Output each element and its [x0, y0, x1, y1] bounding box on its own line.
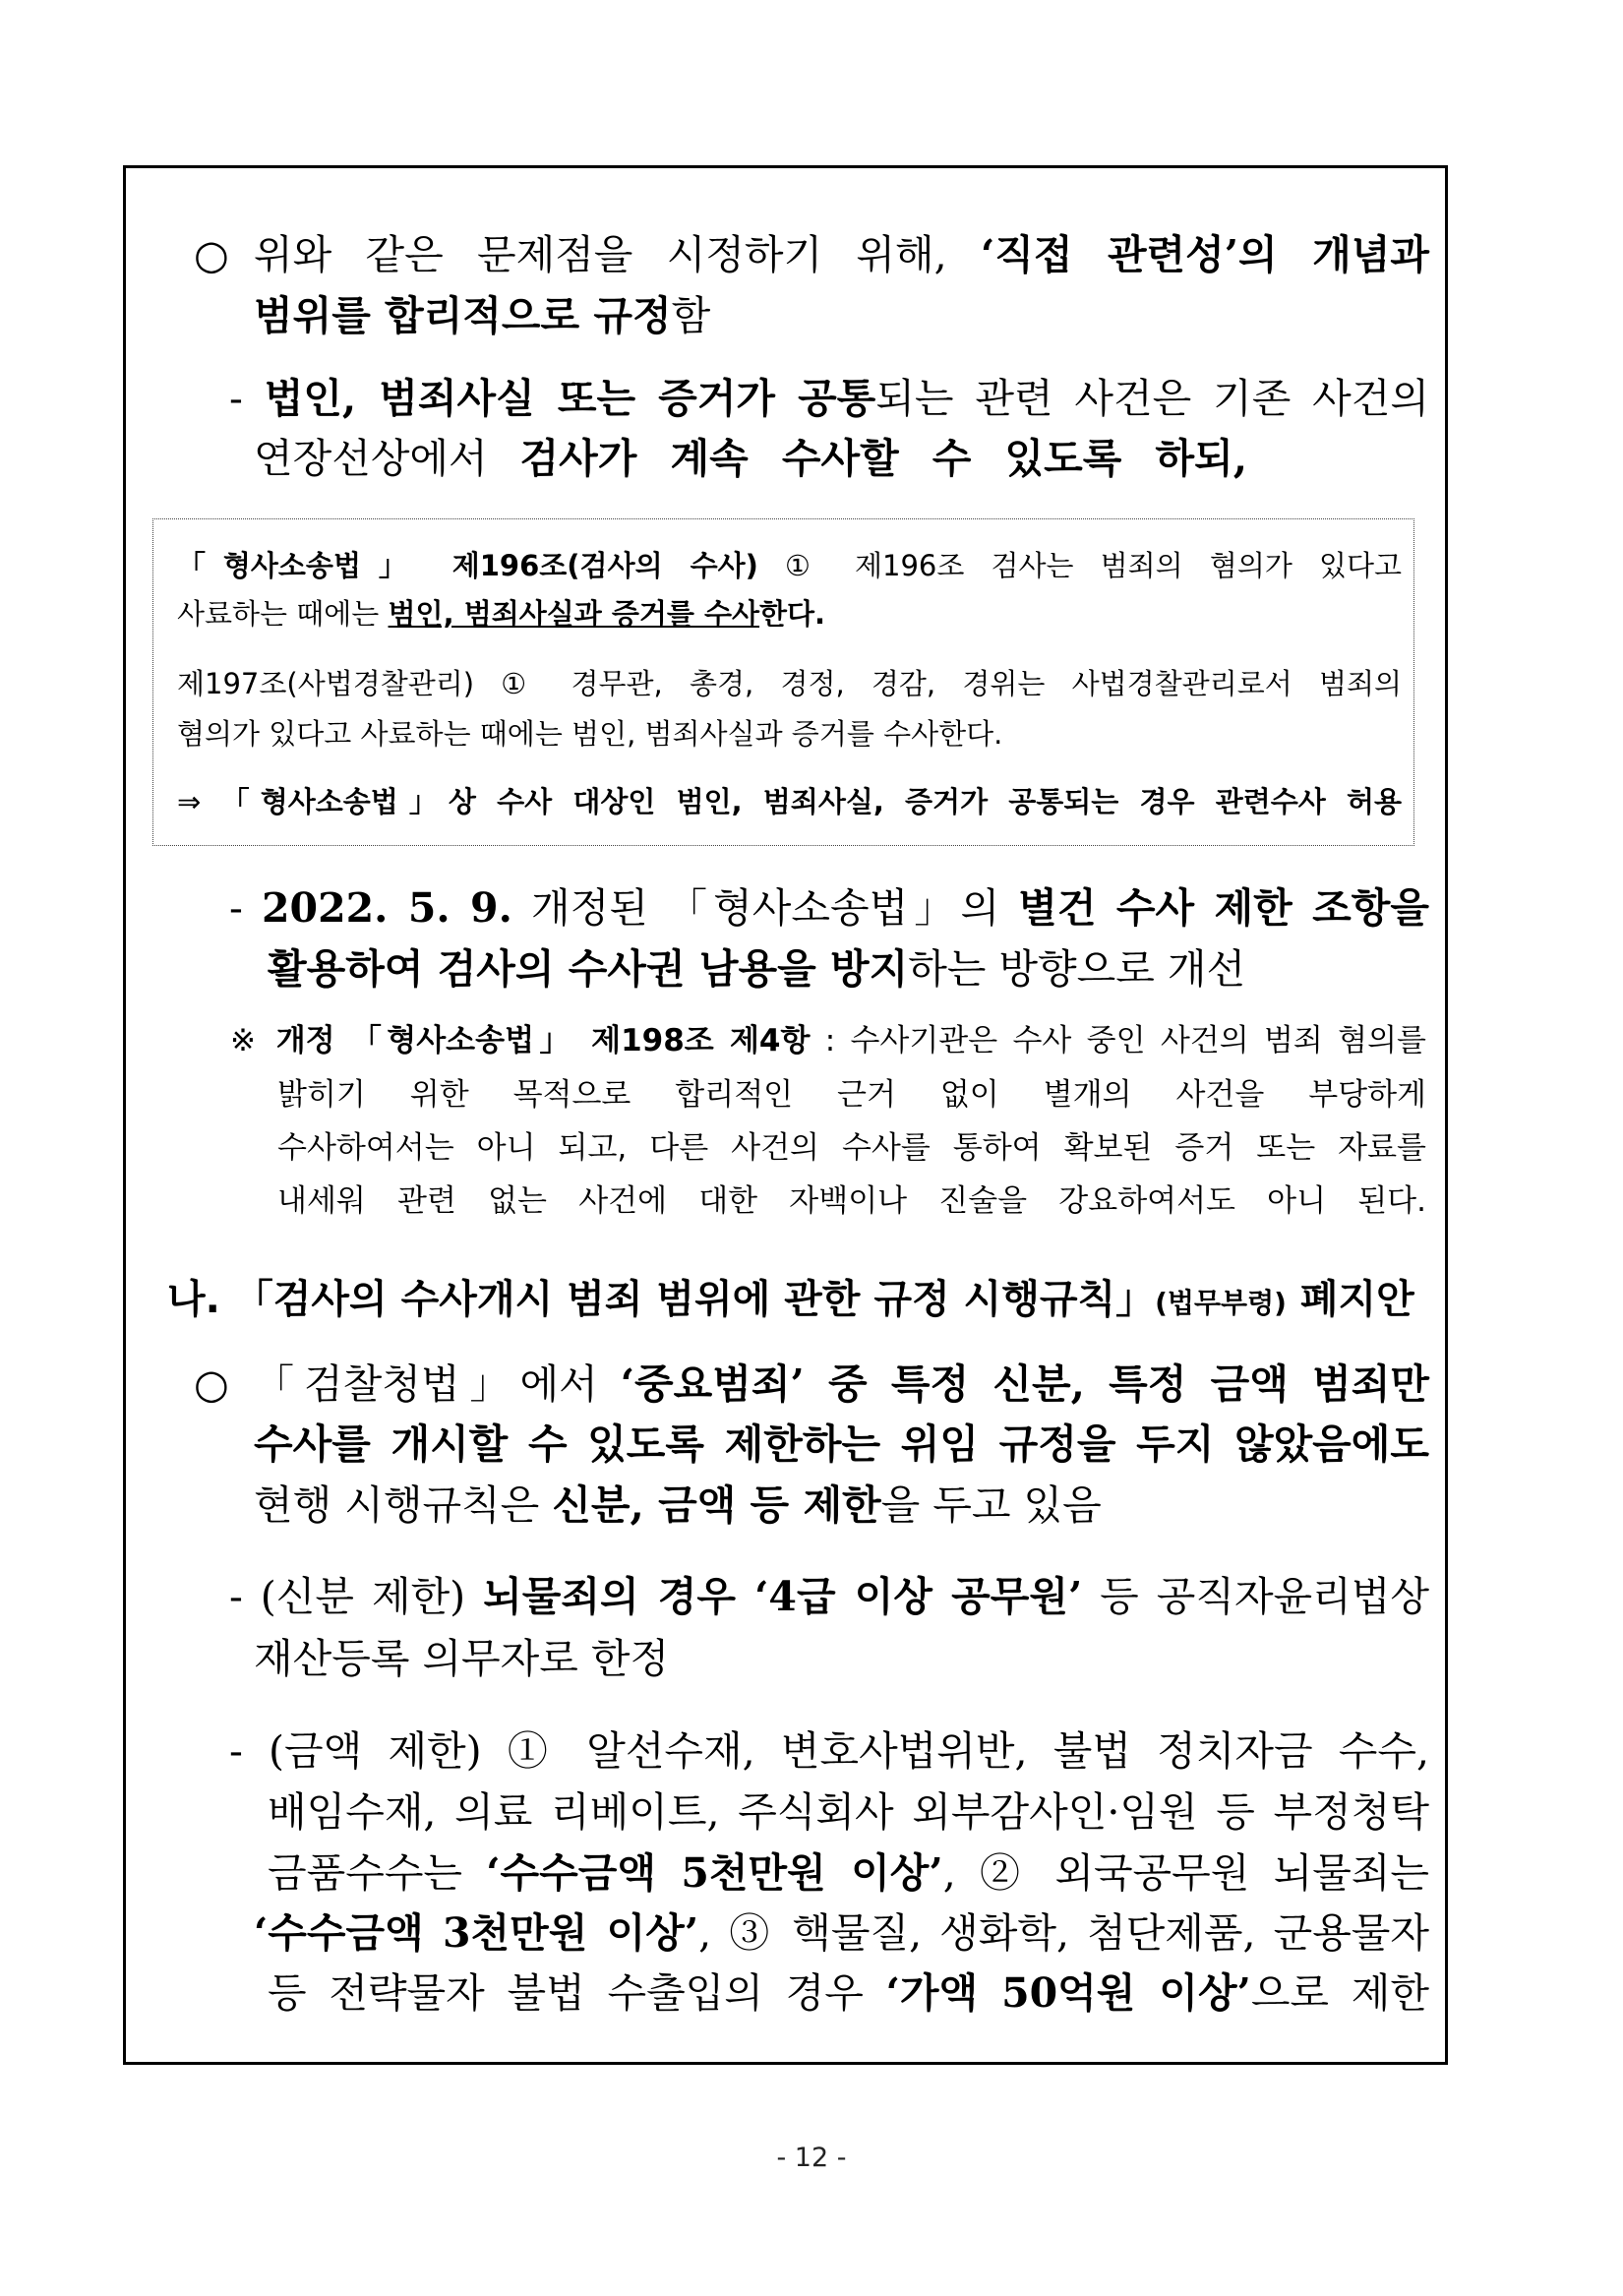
paragraph-line: 수사를 개시할 수 있도록 제한하는 위임 규정을 두지 않았음에도: [254, 1420, 1429, 1468]
page-number: - 12 -: [776, 2143, 847, 2173]
dash-item-line: 활용하여 검사의 수사권 남용을 방지하는 방향으로 개선: [268, 945, 1246, 993]
law-quote-line: 사료하는 때에는 범인, 범죄사실과 증거를 수사한다.: [177, 597, 826, 631]
dash-item-line: 배임수재, 의료 리베이트, 주식회사 외부감사인·임원 등 부정청탁: [268, 1788, 1429, 1836]
bullet-circle: ○: [194, 1360, 229, 1408]
paragraph-line: 위와 같은 문제점을 시정하기 위해, ‘직접 관련성’의 개념과: [254, 231, 1429, 278]
bullet-circle: ○: [194, 231, 229, 278]
section-heading: 나. 「검사의 수사개시 범죄 범위에 관한 규정 시행규칙」(법무부령) 폐지안: [167, 1277, 1414, 1322]
law-quote-line: 「형사소송법」 제196조(검사의 수사) ① 제196조 검사는 범죄의 혐의가 있다고: [177, 549, 1403, 582]
law-summary-line: ⇒ 「형사소송법」상 수사 대상인 범인, 범죄사실, 증거가 공통되는 경우 관련수사 허용: [177, 785, 1402, 818]
dash-item-line: ‘수수금액 3천만원 이상’, ③ 핵물질, 생화학, 첨단제품, 군용물자: [254, 1909, 1430, 1957]
dash-item-line: - (금액 제한) ① 알선수재, 변호사법위반, 불법 정치자금 수수,: [229, 1727, 1429, 1775]
dash-item-line: 금품수수는 ‘수수금액 5천만원 이상’, ② 외국공무원 뇌물죄는: [268, 1849, 1430, 1897]
note-line: 밝히기 위한 목적으로 합리적인 근거 없이 별개의 사건을 부당하게: [277, 1077, 1426, 1113]
note-line: 수사하여서는 아니 되고, 다른 사건의 수사를 통하여 확보된 증거 또는 자료를: [277, 1130, 1426, 1166]
note-line: ※ 개정 「형사소송법」 제198조 제4항 : 수사기관은 수사 중인 사건의 범죄 혐의를: [230, 1023, 1426, 1058]
law-quote-line: 제197조(사법경찰관리) ① 경무관, 총경, 경정, 경감, 경위는 사법경찰관리로서 범죄의: [177, 667, 1402, 700]
dash-item-line: - 법인, 범죄사실 또는 증거가 공통되는 관련 사건은 기존 사건의: [229, 375, 1429, 422]
paragraph-line: 「검찰청법」에서 ‘중요범죄’ 중 특정 신분, 특정 금액 범죄만: [254, 1360, 1429, 1408]
dash-item-line: - (신분 제한) 뇌물죄의 경우 ‘4급 이상 공무원’ 등 공직자윤리법상: [229, 1573, 1429, 1620]
dash-item-line: - 2022. 5. 9. 개정된 「형사소송법」의 별건 수사 제한 조항을: [229, 884, 1429, 932]
paragraph-line: 현행 시행규칙은 신분, 금액 등 제한을 두고 있음: [254, 1481, 1102, 1529]
law-quote-line: 혐의가 있다고 사료하는 때에는 범인, 범죄사실과 증거를 수사한다.: [177, 717, 1003, 751]
paragraph-line: 범위를 합리적으로 규정함: [254, 292, 711, 339]
note-line: 내세워 관련 없는 사건에 대한 자백이나 진술을 강요하여서도 아니 된다.: [277, 1183, 1426, 1219]
dash-item-line: 재산등록 의무자로 한정: [254, 1635, 670, 1682]
dash-item-line: 연장선상에서 검사가 계속 수사할 수 있도록 하되,: [254, 435, 1247, 482]
dash-item-line: 등 전략물자 불법 수출입의 경우 ‘가액 50억원 이상’으로 제한: [268, 1969, 1429, 2017]
